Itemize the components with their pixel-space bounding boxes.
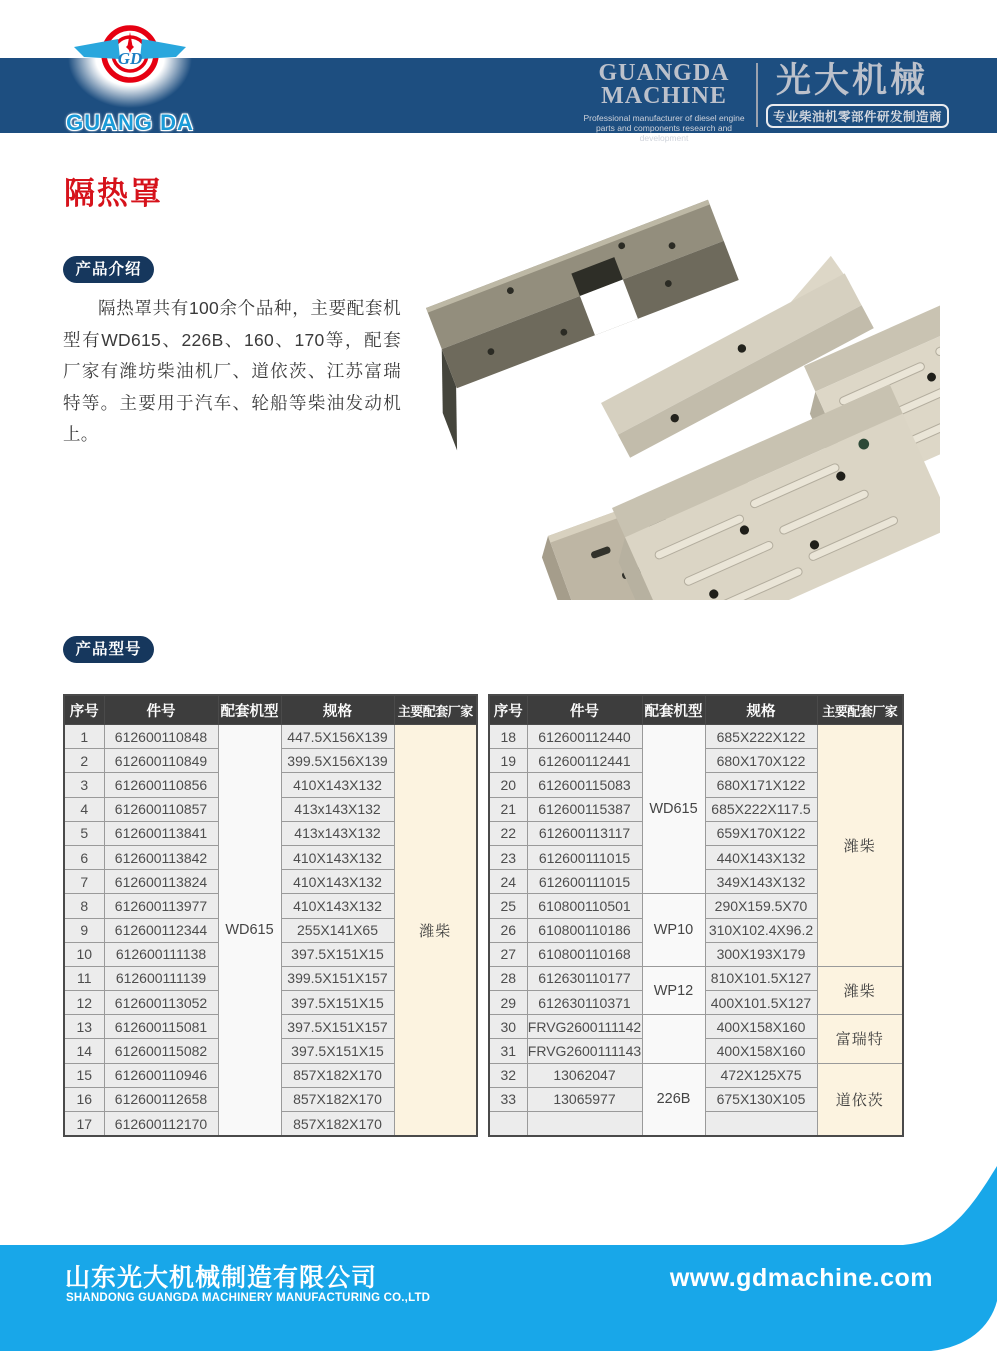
models-table-right bbox=[488, 694, 904, 1137]
cell-vendor: 潍柴 bbox=[394, 725, 477, 1137]
cell: 410X143X132 bbox=[281, 773, 394, 797]
cell: 32 bbox=[489, 1063, 527, 1087]
cell: 410X143X132 bbox=[281, 894, 394, 918]
column-header: 配套机型 bbox=[642, 695, 705, 725]
cell: 612600111138 bbox=[104, 942, 218, 966]
logo-wordmark: GUANG DA bbox=[66, 110, 194, 135]
column-header: 配套机型 bbox=[218, 695, 281, 725]
cell: 659X170X122 bbox=[705, 821, 817, 845]
cell: 399.5X156X139 bbox=[281, 749, 394, 773]
cell: 612600110856 bbox=[104, 773, 218, 797]
logo-emblem-icon bbox=[60, 6, 200, 110]
product-intro-text: 隔热罩共有100余个品种，主要配套机型有WD615、226B、160、170等，配套厂家有潍坊柴油机厂、道依茨、江苏富瑞特等。主要用于汽车、轮船等柴油发动机上。 bbox=[63, 298, 401, 444]
cell: 612600113842 bbox=[104, 845, 218, 869]
cell: 612600111015 bbox=[527, 845, 642, 869]
cell: 7 bbox=[64, 870, 104, 894]
model-tables bbox=[63, 694, 914, 1137]
cell: 612600111139 bbox=[104, 966, 218, 990]
cell: 612600115082 bbox=[104, 1039, 218, 1063]
cell-model: WD615 bbox=[642, 725, 705, 894]
cell: 675X130X105 bbox=[705, 1087, 817, 1111]
brand-tagline-cn: 专业柴油机零部件研发制造商 bbox=[766, 104, 949, 128]
cell: 612600113824 bbox=[104, 870, 218, 894]
table-row bbox=[64, 725, 477, 749]
cell: 447.5X156X139 bbox=[281, 725, 394, 749]
cell: 18 bbox=[489, 725, 527, 749]
cell: 610800110186 bbox=[527, 918, 642, 942]
cell: 24 bbox=[489, 870, 527, 894]
cell-vendor: 潍柴 bbox=[817, 966, 903, 1014]
cell: 857X182X170 bbox=[281, 1112, 394, 1137]
column-header: 件号 bbox=[104, 695, 218, 725]
cell: 612600112170 bbox=[104, 1112, 218, 1137]
cell: 685X222X117.5 bbox=[705, 797, 817, 821]
cell: 413x143X132 bbox=[281, 797, 394, 821]
cell: 9 bbox=[64, 918, 104, 942]
cell: 400X158X160 bbox=[705, 1039, 817, 1063]
cell: 25 bbox=[489, 894, 527, 918]
cell: 410X143X132 bbox=[281, 845, 394, 869]
cell: 612600112344 bbox=[104, 918, 218, 942]
cell: 22 bbox=[489, 821, 527, 845]
cell-model: WP12 bbox=[642, 966, 705, 1014]
cell: 255X141X65 bbox=[281, 918, 394, 942]
cell: 472X125X75 bbox=[705, 1063, 817, 1087]
cell: 610800110168 bbox=[527, 942, 642, 966]
cell: 810X101.5X127 bbox=[705, 966, 817, 990]
cell: 16 bbox=[64, 1087, 104, 1111]
cell: 612600115083 bbox=[527, 773, 642, 797]
cell: FRVG2600111143 bbox=[527, 1039, 642, 1063]
cell: 19 bbox=[489, 749, 527, 773]
cell-vendor: 富瑞特 bbox=[817, 1015, 903, 1063]
cell: 399.5X151X157 bbox=[281, 966, 394, 990]
cell: 397.5X151X15 bbox=[281, 991, 394, 1015]
cell: 3 bbox=[64, 773, 104, 797]
section-label-intro: 产品介绍 bbox=[63, 256, 154, 283]
footer-website: www.gdmachine.com bbox=[669, 1264, 933, 1292]
brand-cn-name: 光大机械 bbox=[775, 61, 928, 100]
product-photo bbox=[396, 188, 940, 600]
column-header: 序号 bbox=[489, 695, 527, 725]
cell: FRVG2600111142 bbox=[527, 1015, 642, 1039]
footer-company-name-cn: 山东光大机械制造有限公司 bbox=[65, 1264, 378, 1292]
cell: 397.5X151X15 bbox=[281, 1039, 394, 1063]
cell: 612600115081 bbox=[104, 1015, 218, 1039]
cell: 612600113117 bbox=[527, 821, 642, 845]
footer-band bbox=[0, 1151, 997, 1351]
cell: 20 bbox=[489, 773, 527, 797]
cell: 300X193X179 bbox=[705, 942, 817, 966]
cell: 612600112440 bbox=[527, 725, 642, 749]
table-row bbox=[489, 966, 903, 990]
cell: 2 bbox=[64, 749, 104, 773]
cell: 13062047 bbox=[527, 1063, 642, 1087]
column-header: 序号 bbox=[64, 695, 104, 725]
cell: 680X170X122 bbox=[705, 749, 817, 773]
column-header: 规格 bbox=[281, 695, 394, 725]
cell: 4 bbox=[64, 797, 104, 821]
brand-block bbox=[578, 60, 943, 143]
cell: 612630110177 bbox=[527, 966, 642, 990]
brand-tagline-en: Professional manufacturer of diesel engine parts and components research and development bbox=[583, 113, 745, 143]
cell: 6 bbox=[64, 845, 104, 869]
cell: 857X182X170 bbox=[281, 1063, 394, 1087]
cell: 33 bbox=[489, 1087, 527, 1111]
cell: 612600115387 bbox=[527, 797, 642, 821]
page-title: 隔热罩 bbox=[64, 176, 163, 212]
brand-en-line1: GUANGDA bbox=[598, 60, 730, 86]
cell-model: WD615 bbox=[218, 725, 281, 1137]
company-logo bbox=[60, 6, 200, 146]
cell: 15 bbox=[64, 1063, 104, 1087]
brand-chinese bbox=[766, 60, 943, 128]
cell bbox=[527, 1112, 642, 1137]
cell: 413x143X132 bbox=[281, 821, 394, 845]
column-header: 规格 bbox=[705, 695, 817, 725]
cell: 23 bbox=[489, 845, 527, 869]
cell-model: 226B bbox=[642, 1063, 705, 1136]
cell: 17 bbox=[64, 1112, 104, 1137]
cell: 400X158X160 bbox=[705, 1015, 817, 1039]
cell: 612600112658 bbox=[104, 1087, 218, 1111]
cell: 612600110849 bbox=[104, 749, 218, 773]
cell: 612600110946 bbox=[104, 1063, 218, 1087]
column-header: 主要配套厂家 bbox=[394, 695, 477, 725]
cell: 612600112441 bbox=[527, 749, 642, 773]
cell-vendor: 潍柴 bbox=[817, 725, 903, 967]
footer-company-name-en: SHANDONG GUANGDA MACHINERY MANUFACTURING CO.,LTD bbox=[66, 1292, 431, 1304]
cell: 8 bbox=[64, 894, 104, 918]
cell: 1 bbox=[64, 725, 104, 749]
cell: 310X102.4X96.2 bbox=[705, 918, 817, 942]
cell: 612630110371 bbox=[527, 991, 642, 1015]
cell: 26 bbox=[489, 918, 527, 942]
cell: 290X159.5X70 bbox=[705, 894, 817, 918]
cell-vendor: 道依茨 bbox=[817, 1063, 903, 1136]
cell: 400X101.5X127 bbox=[705, 991, 817, 1015]
models-table-left bbox=[63, 694, 478, 1137]
table-row bbox=[489, 1015, 903, 1039]
brand-en-line2: MACHINE bbox=[601, 83, 727, 109]
cell: 21 bbox=[489, 797, 527, 821]
cell: 12 bbox=[64, 991, 104, 1015]
cell: 397.5X151X157 bbox=[281, 1015, 394, 1039]
cell: 685X222X122 bbox=[705, 725, 817, 749]
cell bbox=[705, 1112, 817, 1137]
cell: 29 bbox=[489, 991, 527, 1015]
cell: 612600110857 bbox=[104, 797, 218, 821]
cell: 27 bbox=[489, 942, 527, 966]
cell: 612600111015 bbox=[527, 870, 642, 894]
brand-english bbox=[578, 62, 750, 143]
cell bbox=[489, 1112, 527, 1137]
cell: 612600113977 bbox=[104, 894, 218, 918]
cell: 14 bbox=[64, 1039, 104, 1063]
cell: 610800110501 bbox=[527, 894, 642, 918]
cell: 349X143X132 bbox=[705, 870, 817, 894]
brand-divider bbox=[756, 63, 758, 127]
cell: 440X143X132 bbox=[705, 845, 817, 869]
column-header: 件号 bbox=[527, 695, 642, 725]
cell: 680X171X122 bbox=[705, 773, 817, 797]
svg-text:GD: GD bbox=[117, 49, 143, 68]
cell: 31 bbox=[489, 1039, 527, 1063]
cell: 397.5X151X15 bbox=[281, 942, 394, 966]
cell: 10 bbox=[64, 942, 104, 966]
cell-model: WP10 bbox=[642, 894, 705, 967]
cell: 612600110848 bbox=[104, 725, 218, 749]
cell: 857X182X170 bbox=[281, 1087, 394, 1111]
cell: 13 bbox=[64, 1015, 104, 1039]
cell-model bbox=[642, 1015, 705, 1063]
cell: 5 bbox=[64, 821, 104, 845]
cell: 11 bbox=[64, 966, 104, 990]
cell: 612600113841 bbox=[104, 821, 218, 845]
section-label-models: 产品型号 bbox=[63, 636, 154, 663]
cell: 30 bbox=[489, 1015, 527, 1039]
cell: 13065977 bbox=[527, 1087, 642, 1111]
cell: 410X143X132 bbox=[281, 870, 394, 894]
column-header: 主要配套厂家 bbox=[817, 695, 903, 725]
cell: 28 bbox=[489, 966, 527, 990]
table-row bbox=[489, 725, 903, 749]
table-row bbox=[489, 1063, 903, 1087]
cell: 612600113052 bbox=[104, 991, 218, 1015]
